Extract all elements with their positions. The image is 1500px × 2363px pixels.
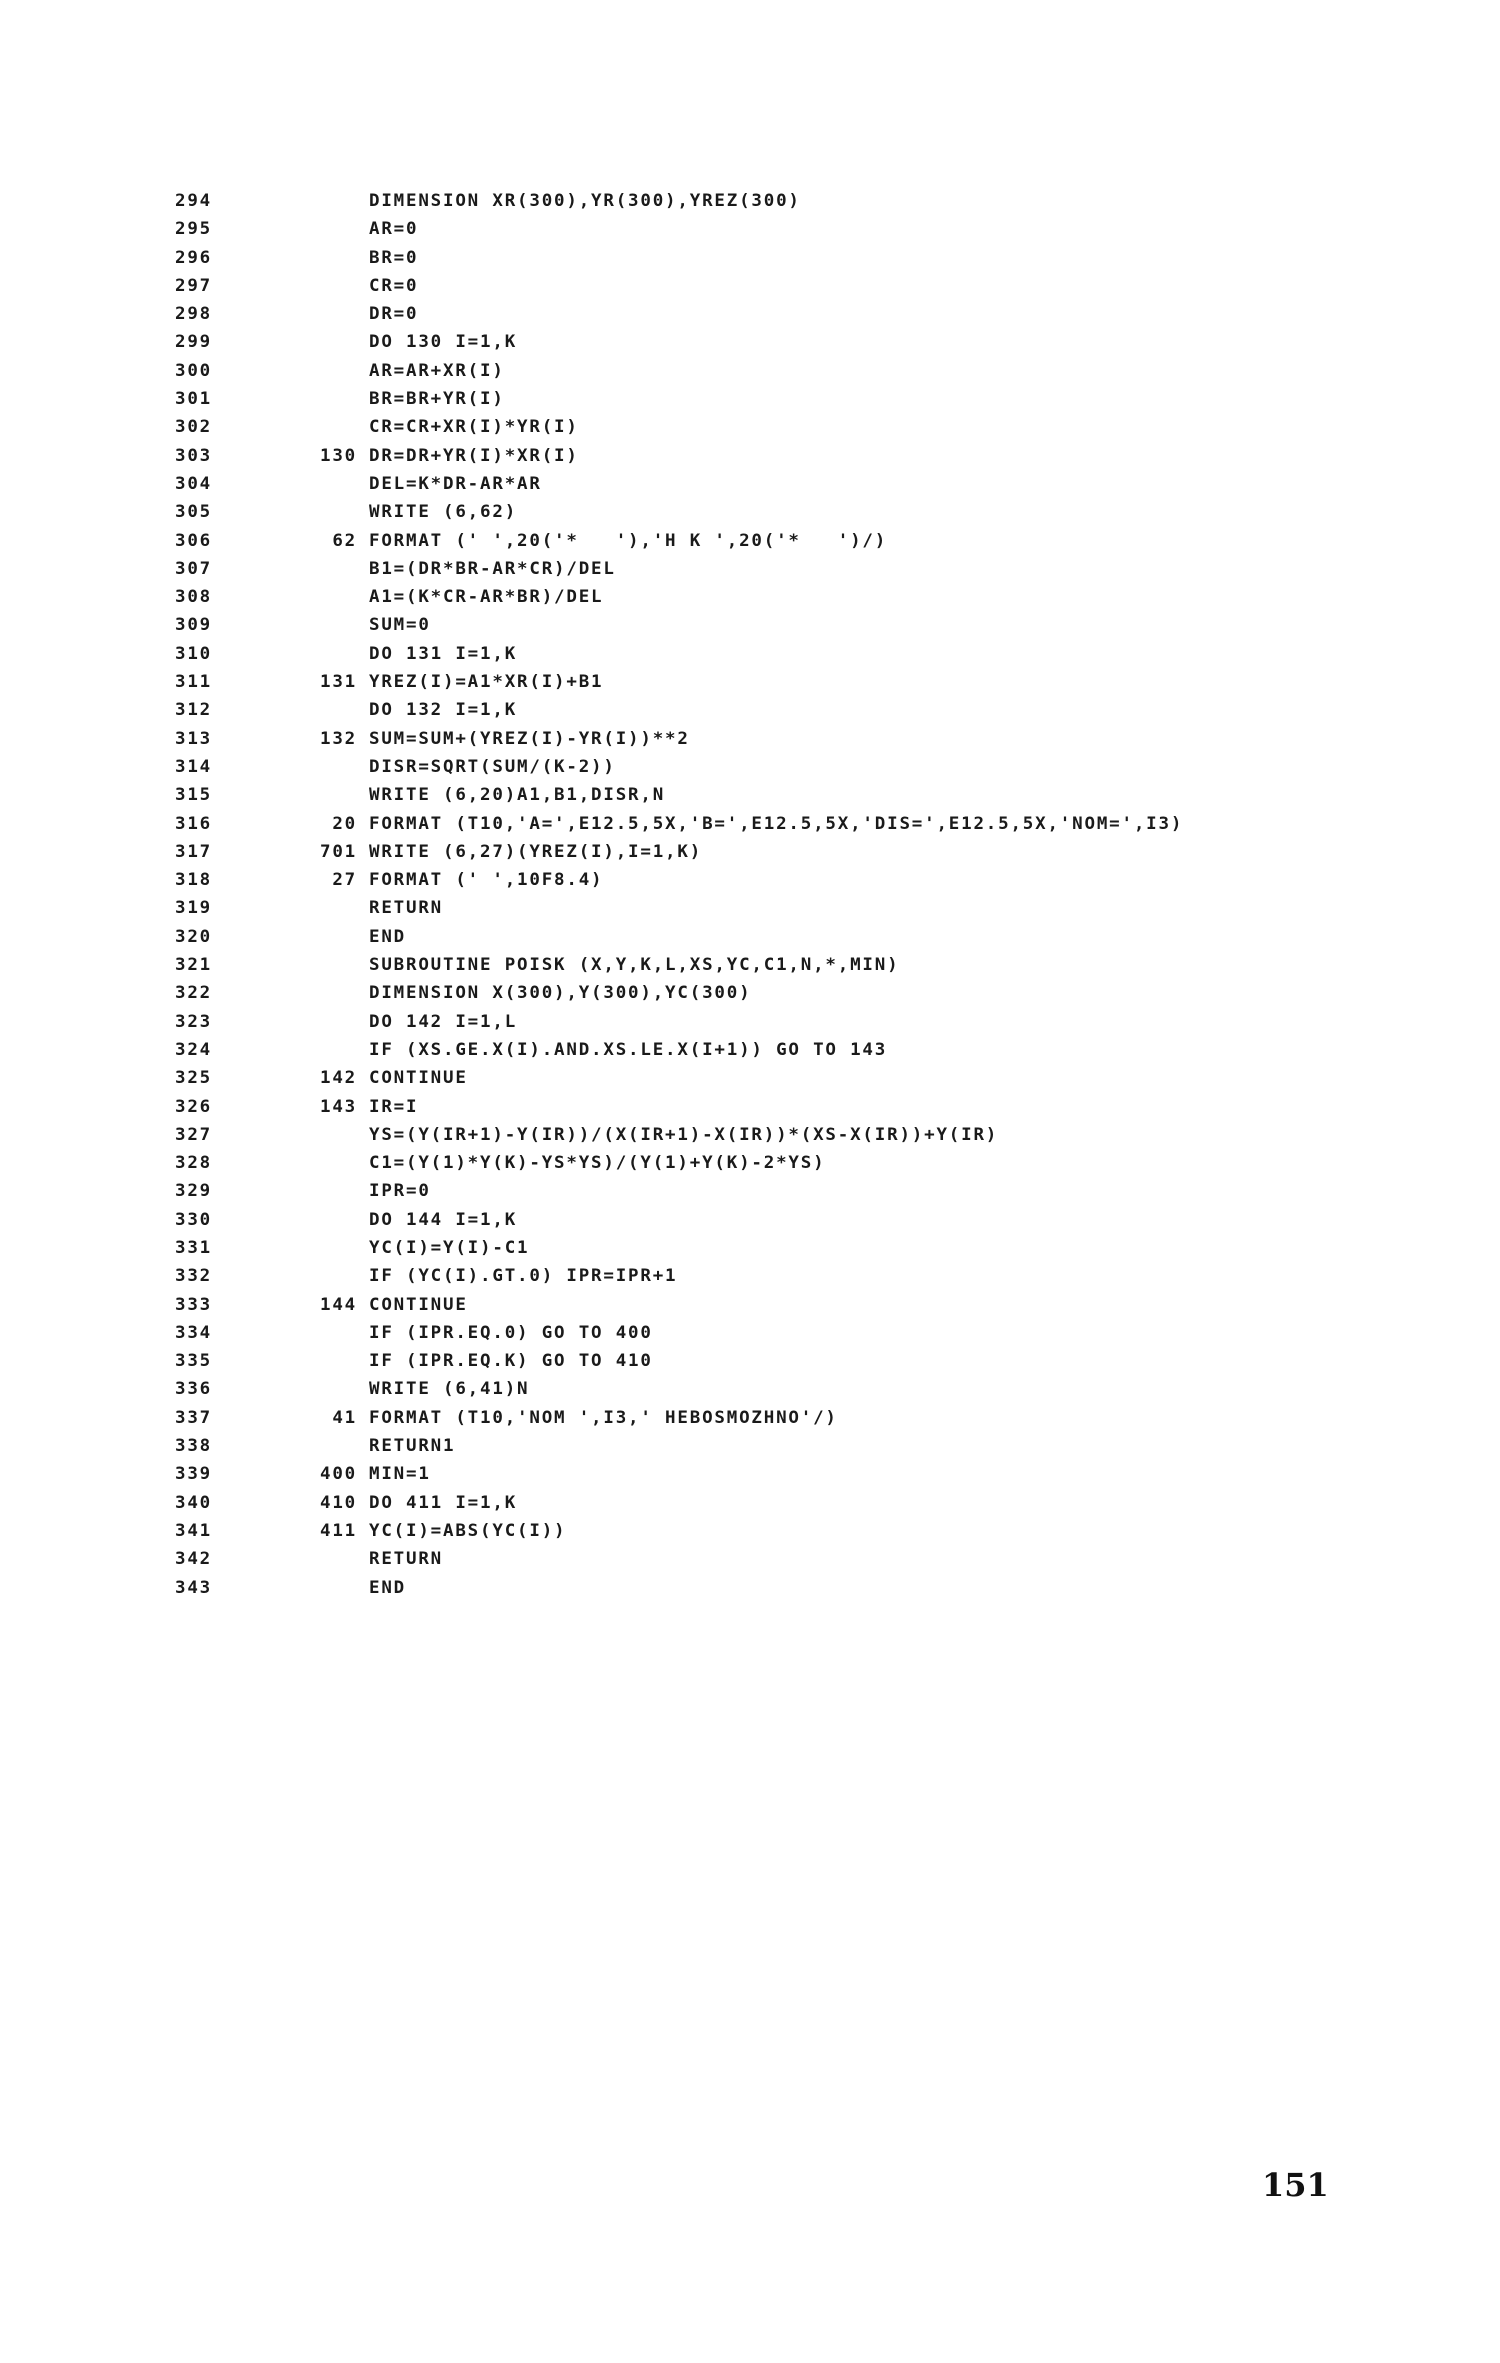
line-number: 339 (175, 1465, 213, 1485)
code-line (175, 1038, 1475, 1065)
code-line (175, 415, 1475, 442)
line-number: 317 (175, 842, 213, 862)
statement-label: 20 (332, 814, 357, 834)
line-number: 330 (175, 1210, 213, 1230)
code-line (175, 1490, 1475, 1517)
statement-label: 27 (332, 871, 357, 891)
code-statement: BR=0 (369, 248, 419, 268)
code-statement: FORMAT (' ',10F8.4) (369, 871, 604, 891)
code-statement: DO 132 I=1,K (369, 701, 518, 721)
code-statement: WRITE (6,62) (369, 503, 518, 523)
line-number: 320 (175, 927, 213, 947)
line-number: 296 (175, 248, 213, 268)
line-number: 338 (175, 1436, 213, 1456)
code-line (175, 1377, 1475, 1404)
line-number: 334 (175, 1323, 213, 1343)
code-statement: B1=(DR*BR-AR*CR)/DEL (369, 559, 616, 579)
code-statement: DO 131 I=1,K (369, 644, 518, 664)
line-number: 325 (175, 1069, 213, 1089)
code-line (175, 1547, 1475, 1574)
code-statement: YS=(Y(IR+1)-Y(IR))/(X(IR+1)-X(IR))*(XS-X(IR))+Y(IR) (369, 1125, 999, 1145)
code-line (175, 585, 1475, 612)
code-statement: IF (IPR.EQ.0) GO TO 400 (369, 1323, 653, 1343)
code-statement: RETURN (369, 1550, 444, 1570)
line-number: 329 (175, 1182, 213, 1202)
line-number: 303 (175, 446, 213, 466)
code-statement: SUBROUTINE POISK (X,Y,K,L,XS,YC,C1,N,*,MIN) (369, 955, 900, 975)
code-line (175, 330, 1475, 357)
code-line (175, 1462, 1475, 1489)
line-number: 327 (175, 1125, 213, 1145)
code-statement: DIMENSION XR(300),YR(300),YREZ(300) (369, 191, 801, 211)
code-line (175, 274, 1475, 301)
statement-label: 62 (332, 531, 357, 551)
line-number: 312 (175, 701, 213, 721)
code-line (175, 1405, 1475, 1432)
code-statement: WRITE (6,27)(YREZ(I),I=1,K) (369, 842, 703, 862)
line-number: 342 (175, 1550, 213, 1570)
code-statement: MIN=1 (369, 1465, 431, 1485)
code-statement: IR=I (369, 1097, 419, 1117)
line-number: 301 (175, 390, 213, 410)
code-line (175, 896, 1475, 923)
code-line (175, 528, 1475, 555)
statement-label: 400 (319, 1465, 357, 1485)
code-statement: DO 144 I=1,K (369, 1210, 518, 1230)
code-line (175, 1575, 1475, 1602)
line-number: 313 (175, 729, 213, 749)
line-number: 328 (175, 1154, 213, 1174)
code-statement: DO 411 I=1,K (369, 1493, 518, 1513)
line-number: 322 (175, 984, 213, 1004)
line-number: 326 (175, 1097, 213, 1117)
code-line (175, 1264, 1475, 1291)
line-number: 340 (175, 1493, 213, 1513)
code-line (175, 358, 1475, 385)
code-line (175, 1151, 1475, 1178)
code-line (175, 472, 1475, 499)
code-statement: BR=BR+YR(I) (369, 390, 505, 410)
code-line (175, 811, 1475, 838)
code-statement: CONTINUE (369, 1069, 468, 1089)
code-line (175, 1207, 1475, 1234)
statement-label: 701 (319, 842, 357, 862)
code-statement: A1=(K*CR-AR*BR)/DEL (369, 588, 604, 608)
code-line (175, 783, 1475, 810)
code-line (175, 641, 1475, 668)
code-line (175, 302, 1475, 329)
code-line (175, 245, 1475, 272)
line-number: 321 (175, 955, 213, 975)
line-number: 319 (175, 899, 213, 919)
line-number: 302 (175, 418, 213, 438)
statement-label: 130 (319, 446, 357, 466)
line-number: 343 (175, 1578, 213, 1598)
code-statement: FORMAT (T10,'NOM ',I3,' HEBOSMOZHNO'/) (369, 1408, 838, 1428)
code-statement: DISR=SQRT(SUM/(K-2)) (369, 757, 616, 777)
code-line (175, 613, 1475, 640)
statement-label: 411 (319, 1521, 357, 1541)
code-statement: YREZ(I)=A1*XR(I)+B1 (369, 672, 604, 692)
code-statement: DO 142 I=1,L (369, 1012, 518, 1032)
line-number: 311 (175, 672, 213, 692)
code-line (175, 1094, 1475, 1121)
code-statement: CONTINUE (369, 1295, 468, 1315)
code-listing (175, 188, 1475, 1603)
line-number: 307 (175, 559, 213, 579)
code-statement: AR=AR+XR(I) (369, 361, 505, 381)
code-line (175, 189, 1475, 216)
line-number: 310 (175, 644, 213, 664)
code-statement: DO 130 I=1,K (369, 333, 518, 353)
line-number: 314 (175, 757, 213, 777)
code-line (175, 981, 1475, 1008)
code-statement: IF (XS.GE.X(I).AND.XS.LE.X(I+1)) GO TO 143 (369, 1040, 888, 1060)
line-number: 297 (175, 276, 213, 296)
code-statement: CR=CR+XR(I)*YR(I) (369, 418, 579, 438)
line-number: 295 (175, 220, 213, 240)
statement-label: 142 (319, 1069, 357, 1089)
code-line (175, 500, 1475, 527)
statement-label: 410 (319, 1493, 357, 1513)
code-line (175, 924, 1475, 951)
line-number: 304 (175, 474, 213, 494)
code-statement: RETURN (369, 899, 444, 919)
line-number: 318 (175, 871, 213, 891)
code-statement: WRITE (6,20)A1,B1,DISR,N (369, 786, 666, 806)
code-line (175, 953, 1475, 980)
code-statement: FORMAT (' ',20('* '),'H K ',20('* ')/) (369, 531, 888, 551)
code-statement: IF (IPR.EQ.K) GO TO 410 (369, 1352, 653, 1372)
line-number: 336 (175, 1380, 213, 1400)
line-number: 332 (175, 1267, 213, 1287)
statement-label: 143 (319, 1097, 357, 1117)
code-line (175, 443, 1475, 470)
code-line (175, 1349, 1475, 1376)
code-line (175, 1434, 1475, 1461)
code-line (175, 840, 1475, 867)
line-number: 305 (175, 503, 213, 523)
code-statement: DEL=K*DR-AR*AR (369, 474, 542, 494)
code-line (175, 868, 1475, 895)
line-number: 306 (175, 531, 213, 551)
code-statement: DR=0 (369, 305, 419, 325)
page-number: 151 (1262, 2166, 1329, 2204)
line-number: 309 (175, 616, 213, 636)
code-line (175, 1292, 1475, 1319)
code-line (175, 1321, 1475, 1348)
code-line (175, 387, 1475, 414)
code-statement: YC(I)=ABS(YC(I)) (369, 1521, 567, 1541)
statement-label: 144 (319, 1295, 357, 1315)
code-line (175, 755, 1475, 782)
line-number: 298 (175, 305, 213, 325)
line-number: 324 (175, 1040, 213, 1060)
code-statement: DIMENSION X(300),Y(300),YC(300) (369, 984, 752, 1004)
code-statement: DR=DR+YR(I)*XR(I) (369, 446, 579, 466)
line-number: 341 (175, 1521, 213, 1541)
code-statement: SUM=SUM+(YREZ(I)-YR(I))**2 (369, 729, 690, 749)
line-number: 335 (175, 1352, 213, 1372)
statement-label: 41 (332, 1408, 357, 1428)
code-statement: C1=(Y(1)*Y(K)-YS*YS)/(Y(1)+Y(K)-2*YS) (369, 1154, 826, 1174)
line-number: 299 (175, 333, 213, 353)
code-line (175, 1519, 1475, 1546)
code-statement: SUM=0 (369, 616, 431, 636)
code-statement: RETURN1 (369, 1436, 456, 1456)
line-number: 294 (175, 191, 213, 211)
code-line (175, 217, 1475, 244)
line-number: 333 (175, 1295, 213, 1315)
line-number: 308 (175, 588, 213, 608)
code-statement: CR=0 (369, 276, 419, 296)
code-statement: YC(I)=Y(I)-C1 (369, 1238, 530, 1258)
code-statement: AR=0 (369, 220, 419, 240)
code-statement: IPR=0 (369, 1182, 431, 1202)
line-number: 337 (175, 1408, 213, 1428)
line-number: 331 (175, 1238, 213, 1258)
code-statement: END (369, 927, 407, 947)
code-line (175, 1236, 1475, 1263)
statement-label: 131 (319, 672, 357, 692)
line-number: 315 (175, 786, 213, 806)
line-number: 323 (175, 1012, 213, 1032)
statement-label: 132 (319, 729, 357, 749)
code-statement: WRITE (6,41)N (369, 1380, 530, 1400)
code-line (175, 1009, 1475, 1036)
code-statement: FORMAT (T10,'A=',E12.5,5X,'B=',E12.5,5X,'DIS=',E12.5,5X,'NOM=',I3) (369, 814, 1184, 834)
line-number: 316 (175, 814, 213, 834)
code-line (175, 1066, 1475, 1093)
code-line (175, 726, 1475, 753)
code-line (175, 557, 1475, 584)
line-number: 300 (175, 361, 213, 381)
code-line (175, 1123, 1475, 1150)
code-statement: IF (YC(I).GT.0) IPR=IPR+1 (369, 1267, 678, 1287)
code-line (175, 670, 1475, 697)
code-line (175, 698, 1475, 725)
code-statement: END (369, 1578, 407, 1598)
code-line (175, 1179, 1475, 1206)
